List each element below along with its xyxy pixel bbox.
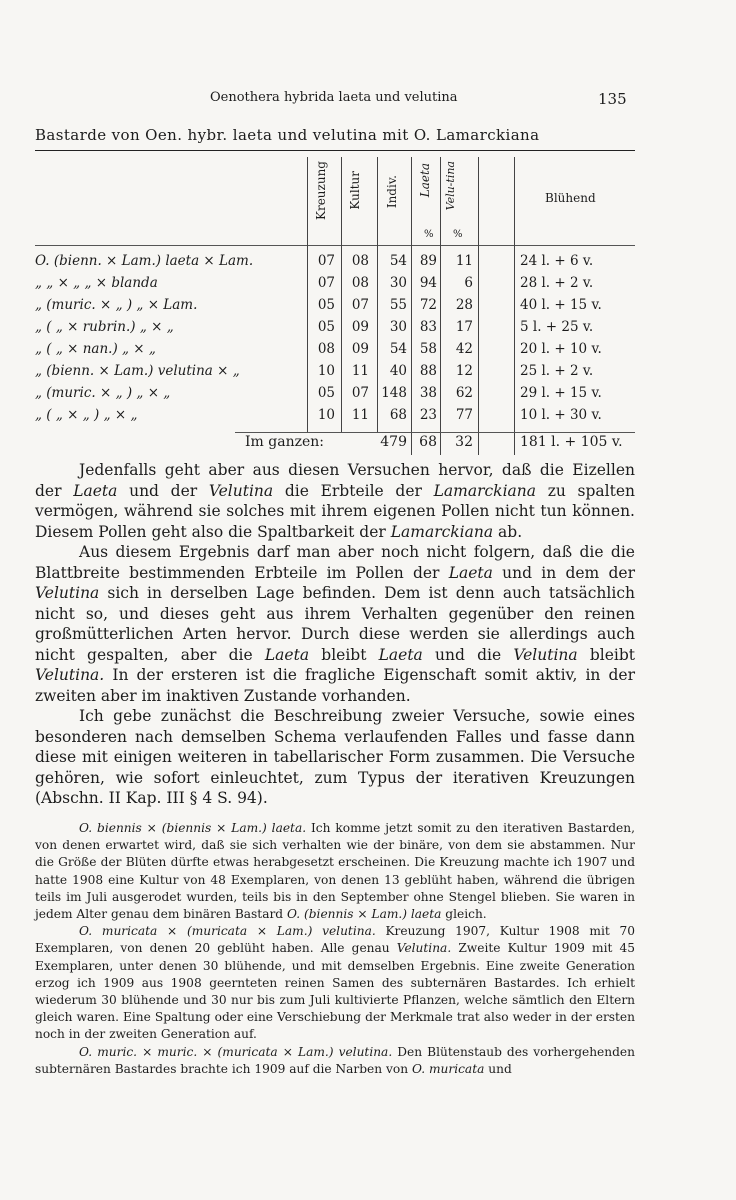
- header-percent-velutina: %: [453, 229, 463, 240]
- table-row: [35, 319, 655, 341]
- cell-bluehend: 20 l. + 10 v.: [520, 341, 602, 357]
- table-row: [35, 363, 655, 385]
- cell-kultur: 11: [351, 363, 369, 379]
- cell-kreuzung: 05: [317, 385, 335, 401]
- row-label: „ ( „ × nan.) „ × „: [35, 341, 156, 357]
- text-run: ab.: [493, 522, 523, 541]
- italic-run: O. muricata × (muricata × Lam.) velutina.: [79, 924, 376, 939]
- row-label: „ (muric. × „ ) „ × Lam.: [35, 297, 198, 313]
- paragraph: [35, 542, 635, 706]
- cell-bluehend: 5 l. + 25 v.: [520, 319, 594, 335]
- italic-run: O. biennis × (biennis × Lam.) laeta.: [79, 821, 307, 835]
- cell-indiv: 55: [389, 297, 407, 313]
- cell-indiv: 30: [389, 275, 407, 291]
- cell-bluehend: 25 l. + 2 v.: [520, 363, 594, 379]
- cell-velutina: 42: [455, 341, 473, 357]
- text-run: und in dem der: [492, 563, 635, 582]
- cell-kreuzung: 08: [317, 341, 335, 357]
- cell-kultur: 08: [351, 275, 369, 291]
- italic-run: Velutina: [208, 481, 274, 500]
- paragraph: [35, 706, 635, 809]
- table-total-row: [35, 434, 655, 456]
- italic-run: Lamarckiana: [390, 522, 494, 541]
- text-run: und der: [117, 481, 209, 500]
- header-kreuzung: Kreuzung: [314, 161, 328, 220]
- total-rule: [235, 432, 635, 433]
- text-run: bleibt: [577, 645, 635, 664]
- cell-velutina: 17: [455, 319, 473, 335]
- cell-bluehend: 28 l. + 2 v.: [520, 275, 594, 291]
- text-run: und die: [422, 645, 514, 664]
- cell-kultur: 11: [351, 407, 369, 423]
- cell-laeta: 83: [419, 319, 437, 335]
- italic-run: O. (biennis × Lam.) laeta: [286, 907, 442, 922]
- cell-velutina: 77: [455, 407, 473, 423]
- table-row: [35, 275, 655, 297]
- small-print-text: [35, 820, 635, 1078]
- cell-velutina: 11: [455, 253, 473, 269]
- row-label: „ ( „ × „ ) „ × „: [35, 407, 138, 423]
- table-row: [35, 297, 655, 319]
- italic-run: O. muric. × muric. × (muricata × Lam.) velutina.: [79, 1044, 393, 1059]
- total-bluehend: 181 l. + 105 v.: [520, 434, 623, 450]
- cell-indiv: 54: [389, 341, 407, 357]
- text-run: Zweite Kultur 1909 mit 45 Exemplaren, unter denen 30 blühende, und mit demselben Ergebnis. Eine zweite Generation erzog ich 1909 aus 1908 geernteten reinen Samen des subternären Bastardes. Ich erhielt wiederum 30 blühende und 30 nur bis zum Juli kultivierte Pflanzen, welche sämtlich den Eltern gleich waren. Eine Spaltung oder eine Verschiebung der Merkmale trat also weder in der ersten noch in der zweiten Generation auf.: [35, 941, 636, 1042]
- header-rule: [35, 245, 635, 246]
- cell-laeta: 58: [419, 341, 437, 357]
- text-run: gleich.: [441, 907, 487, 922]
- cell-velutina: 62: [455, 385, 473, 401]
- running-head-title: Oenothera hybrida laeta und velutina: [210, 90, 458, 105]
- total-label: Im ganzen:: [245, 434, 324, 450]
- cell-kreuzung: 10: [317, 363, 335, 379]
- cell-velutina: 12: [455, 363, 473, 379]
- cell-kreuzung: 05: [317, 319, 335, 335]
- cell-bluehend: 10 l. + 30 v.: [520, 407, 602, 423]
- cell-indiv: 148: [381, 385, 407, 401]
- italic-run: Velutina.: [35, 666, 105, 684]
- paragraph: [35, 460, 635, 542]
- text-run: sich in derselben Lage befinden. Dem ist denn auch tatsächlich nicht so, und dieses geht aus ihrem Verhalten gegenüber den reinen großmütterlichen Arten hervor. Durch diese werden sie allerdings auch nicht gespalten, aber die: [35, 584, 635, 664]
- hybrid-table: [35, 157, 655, 457]
- cell-laeta: 94: [419, 275, 437, 291]
- cell-laeta: 88: [419, 363, 437, 379]
- cell-velutina: 6: [464, 275, 473, 291]
- cell-laeta: 72: [419, 297, 437, 313]
- text-run: Jedenfalls geht aber aus diesen Versuchen hervor, daß die Eizellen der: [35, 461, 635, 500]
- text-run: Kreuzung 1907, Kultur 1908 mit 70 Exemplaren, von denen 20 geblüht haben. Alle genau: [35, 924, 635, 956]
- italic-run: Laeta: [264, 645, 310, 664]
- total-indiv: 479: [380, 434, 407, 450]
- cell-indiv: 40: [389, 363, 407, 379]
- row-label: O. (bienn. × Lam.) laeta × Lam.: [35, 253, 254, 269]
- text-run: und: [484, 1061, 512, 1076]
- table-row: [35, 385, 655, 407]
- text-run: die Erbteile der: [273, 481, 434, 500]
- cell-kultur: 07: [351, 297, 369, 313]
- table-row: [35, 341, 655, 363]
- row-label: „ „ × „ „ × blanda: [35, 275, 158, 291]
- cell-indiv: 30: [389, 319, 407, 335]
- cell-bluehend: 40 l. + 15 v.: [520, 297, 602, 313]
- cell-kreuzung: 07: [317, 253, 335, 269]
- row-label: „ ( „ × rubrin.) „ × „: [35, 319, 174, 335]
- row-label: „ (bienn. × Lam.) velutina × „: [35, 363, 240, 379]
- row-label: „ (muric. × „ ) „ × „: [35, 385, 171, 401]
- cell-indiv: 54: [389, 253, 407, 269]
- table-row: [35, 407, 655, 429]
- italic-run: Velutina: [513, 645, 578, 664]
- header-kultur: Kultur: [348, 171, 362, 210]
- text-run: zu spalten vermögen, während sie solches mit ihrem eigenen Pollen nicht tun können. Diesem Pollen geht also die Spaltbarkeit der: [35, 481, 635, 541]
- cell-laeta: 38: [419, 385, 437, 401]
- table-row: [35, 253, 655, 275]
- header-bluehend: Blühend: [545, 191, 596, 205]
- cell-kultur: 07: [351, 385, 369, 401]
- cell-bluehend: 24 l. + 6 v.: [520, 253, 594, 269]
- table-caption-text: Bastarde von Oen. hybr. laeta und velutina mit O. Lamarckiana: [35, 126, 540, 144]
- italic-run: Velutina.: [396, 941, 452, 956]
- paragraph: [35, 923, 635, 1043]
- cell-laeta: 89: [419, 253, 437, 269]
- text-run: bleibt: [309, 645, 379, 664]
- table-caption: [35, 126, 635, 144]
- cell-velutina: 28: [455, 297, 473, 313]
- cell-kultur: 08: [351, 253, 369, 269]
- italic-run: Laeta: [73, 481, 118, 500]
- paragraph: [35, 820, 635, 923]
- cell-kreuzung: 07: [317, 275, 335, 291]
- total-laeta: 68: [419, 434, 437, 450]
- header-laeta: Laeta: [418, 163, 432, 198]
- text-run: Aus diesem Ergebnis darf man aber noch nicht folgern, daß die die Blattbreite bestimmenden Erbteile im Pollen der: [35, 543, 635, 582]
- cell-laeta: 23: [419, 407, 437, 423]
- italic-run: Laeta: [378, 645, 423, 664]
- page-number: 135: [598, 90, 627, 108]
- text-run: Den Blütenstaub des vorhergehenden subternären Bastardes brachte ich 1909 auf die Narben von: [35, 1044, 635, 1076]
- italic-run: Lamarckiana: [433, 481, 536, 500]
- cell-kreuzung: 05: [317, 297, 335, 313]
- header-indiv: Indiv.: [385, 175, 399, 209]
- cell-bluehend: 29 l. + 15 v.: [520, 385, 602, 401]
- header-velutina: Velu-tina: [444, 161, 457, 211]
- cell-kreuzung: 10: [317, 407, 335, 423]
- caption-rule: [35, 150, 635, 151]
- cell-kultur: 09: [351, 341, 369, 357]
- total-velutina: 32: [455, 434, 473, 450]
- text-run: Ich gebe zunächst die Beschreibung zweier Versuche, sowie eines besonderen nach demselben Schema verlaufenden Falles und fasse dann diese mit einigen weiteren in tabellarischer Form zusammen. Die Versuche gehören, wie sofort einleuchtet, zum Typus der iterativen Kreuzungen (Abschn. II Kap. III § 4 S. 94).: [35, 707, 635, 807]
- header-percent-laeta: %: [424, 229, 434, 240]
- main-text: [35, 460, 635, 809]
- italic-run: O. muricata: [411, 1061, 485, 1076]
- paragraph: [35, 1044, 635, 1078]
- italic-run: Laeta: [448, 563, 493, 582]
- cell-indiv: 68: [389, 407, 407, 423]
- cell-kultur: 09: [351, 319, 369, 335]
- running-head: [0, 90, 736, 110]
- italic-run: Velutina: [35, 584, 100, 602]
- text-run: In der ersteren ist die fragliche Eigenschaft somit aktiv, in der zweiten aber im inaktiven Zustande vorhanden.: [35, 666, 635, 705]
- text-run: Ich komme jetzt somit zu den iterativen Bastarden, von denen erwartet wird, daß sie sich verhalten wie der binäre, von dem sie abstammen. Nur die Größe der Blüten dürfte etwas herabgesetzt erscheinen. Die Kreuzung machte ich 1907 und hatte 1908 eine Kultur von 48 Exemplaren, von denen 13 geblüht haben, während die übrigen teils im Juli ausgerodet wurden, teils bis in den September ohne Stengel blieben. Sie waren in jedem Alter genau dem binären Bastard: [35, 821, 635, 922]
